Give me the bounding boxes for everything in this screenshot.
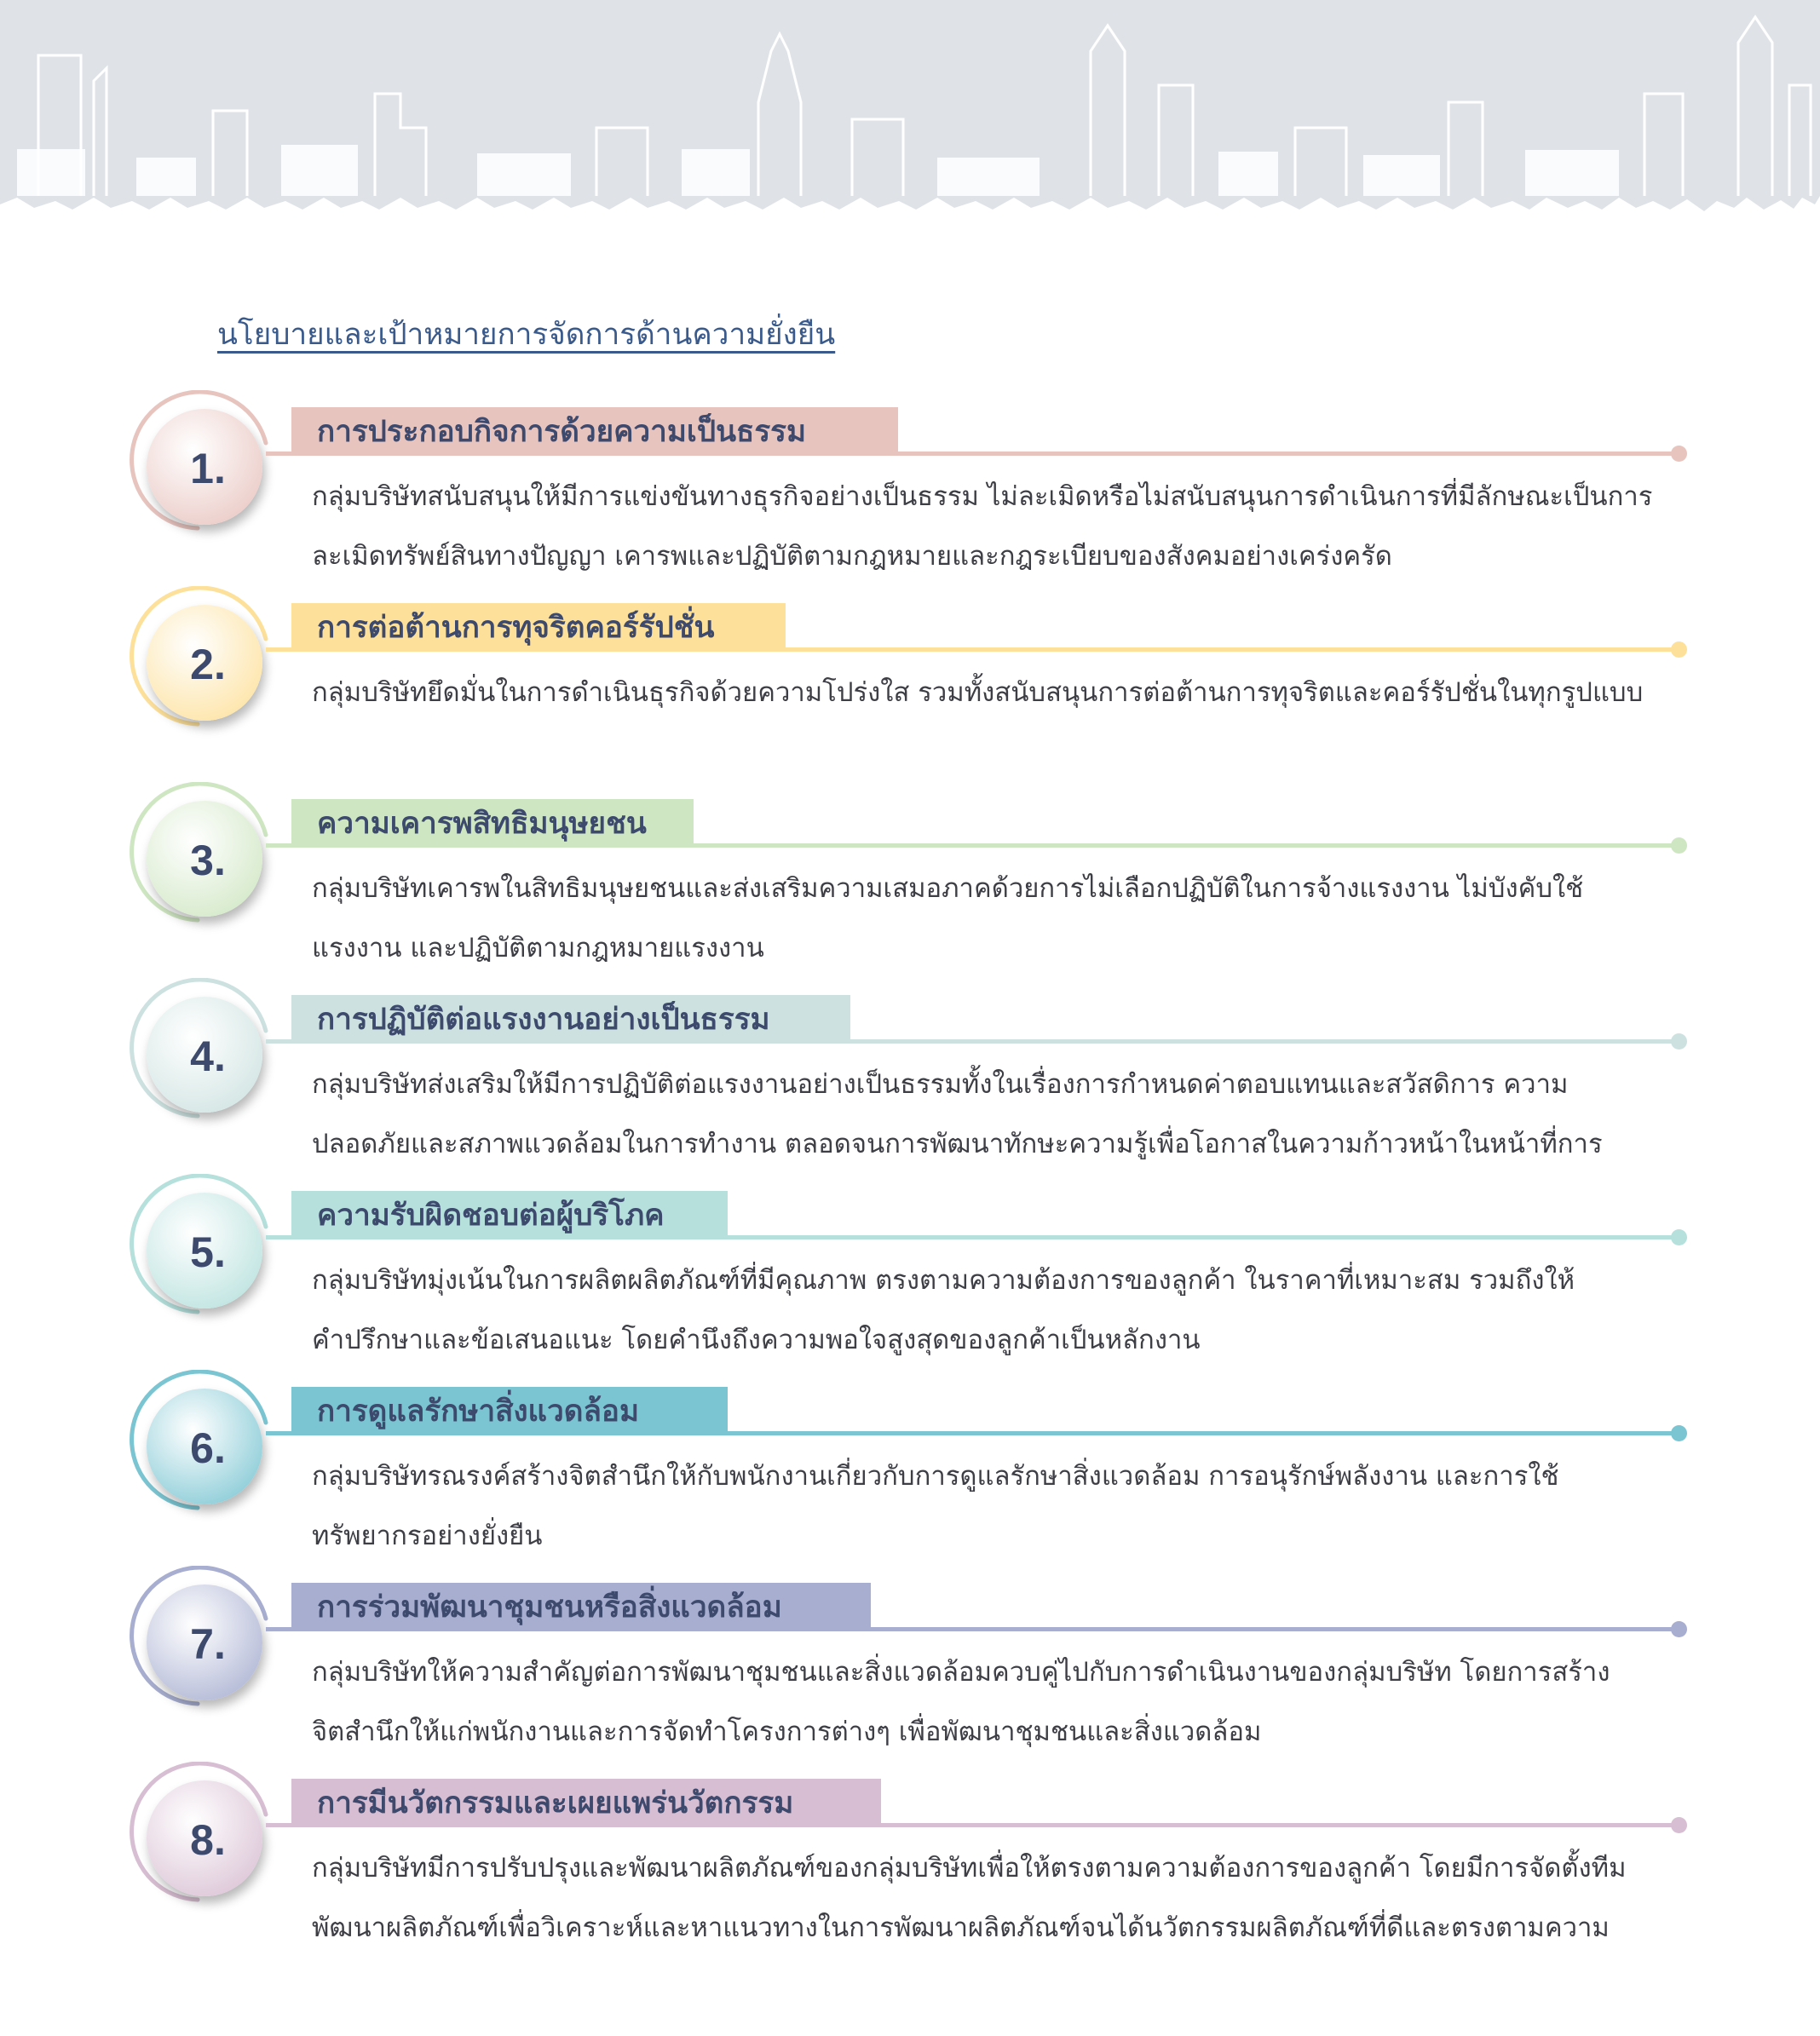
item-title: การประกอบกิจการด้วยความเป็นธรรม <box>317 414 807 449</box>
item-title-tab <box>291 995 850 1043</box>
item-title-tab <box>291 799 694 847</box>
description-line: คำปรึกษาและข้อเสนอแนะ โดยคำนึงถึงความพอใจสูงสุดของลูกค้าเป็นหลักงาน <box>312 1325 1201 1355</box>
description-line: พัฒนาผลิตภัณฑ์เพื่อวิเคราะห์และหาแนวทางในการพัฒนาผลิตภัณฑ์จนได้นวัตกรรมผลิตภัณฑ์ที่ดีและตรงตามความ <box>312 1912 1610 1943</box>
description-line: จิตสำนึกให้แก่พนักงานและการจัดทำโครงการต่างๆ เพื่อพัฒนาชุมชนและสิ่งแวดล้อม <box>312 1717 1262 1747</box>
item-description <box>312 859 1701 978</box>
item-description <box>312 1642 1701 1762</box>
item-number: 3. <box>190 837 226 884</box>
rule-end-dot <box>1671 641 1687 658</box>
number-badge <box>147 1780 262 1896</box>
item-title-tab <box>291 603 786 651</box>
item-number: 7. <box>190 1620 226 1668</box>
policy-item-8 <box>0 1762 1820 1958</box>
number-badge <box>147 605 262 721</box>
item-title-tab <box>291 1191 728 1239</box>
policy-item-2 <box>0 586 1820 782</box>
item-number: 5. <box>190 1228 226 1276</box>
description-line: ปลอดภัยและสภาพแวดล้อมในการทำงาน ตลอดจนการพัฒนาทักษะความรู้เพื่อโอกาสในความก้าวหน้าในหน้าที่การ <box>312 1129 1603 1159</box>
item-title: การปฏิบัติต่อแรงงานอย่างเป็นธรรม <box>317 1002 770 1037</box>
number-badge <box>147 1585 262 1700</box>
item-title-tab <box>291 407 898 455</box>
rule-end-dot <box>1671 1229 1687 1245</box>
rule-end-dot <box>1671 1425 1687 1441</box>
item-title: การดูแลรักษาสิ่งแวดล้อม <box>317 1394 640 1429</box>
rule-end-dot <box>1671 1817 1687 1833</box>
policy-item-1 <box>0 390 1820 586</box>
rule-end-dot <box>1671 1033 1687 1050</box>
policy-item-5 <box>0 1174 1820 1370</box>
item-title-tab <box>291 1387 728 1435</box>
item-title: การต่อต้านการทุจริตคอร์รัปชั่น <box>317 610 715 645</box>
item-description <box>312 663 1701 722</box>
item-number: 1. <box>190 445 226 492</box>
number-badge <box>147 997 262 1113</box>
rule-end-dot <box>1671 1621 1687 1637</box>
item-title: ความเคารพสิทธิมนุษยชน <box>317 806 647 841</box>
item-title-tab <box>291 1779 881 1826</box>
rule-end-dot <box>1671 446 1687 462</box>
description-line: กลุ่มบริษัทสนับสนุนให้มีการแข่งขันทางธุรกิจอย่างเป็นธรรม ไม่ละเมิดหรือไม่สนับสนุนการดำเนินการที่มีลักษณะเป็นการ <box>312 481 1653 512</box>
item-description <box>312 1055 1701 1174</box>
item-number: 6. <box>190 1424 226 1472</box>
description-line: กลุ่มบริษัทมุ่งเน้นในการผลิตผลิตภัณฑ์ที่มีคุณภาพ ตรงตามความต้องการของลูกค้า ในราคาที่เหมาะสม รวมถึงให้ <box>312 1265 1575 1296</box>
description-line: กลุ่มบริษัทมีการปรับปรุงและพัฒนาผลิตภัณฑ์ของกลุ่มบริษัทเพื่อให้ตรงตามความต้องการของลูกค้า โดยมีการจัดตั้งทีม <box>312 1853 1627 1884</box>
description-line: กลุ่มบริษัทรณรงค์สร้างจิตสำนึกให้กับพนักงานเกี่ยวกับการดูแลรักษาสิ่งแวดล้อม การอนุรักษ์พลังงาน และการใช้ <box>312 1461 1559 1492</box>
item-description <box>312 1251 1701 1370</box>
policy-item-4 <box>0 978 1820 1174</box>
item-description <box>312 1838 1701 1958</box>
city-skyline-banner <box>0 0 1820 213</box>
policy-item-6 <box>0 1370 1820 1566</box>
number-badge <box>147 801 262 917</box>
item-description <box>312 467 1701 586</box>
rule-end-dot <box>1671 837 1687 854</box>
description-line: กลุ่มบริษัทส่งเสริมให้มีการปฏิบัติต่อแรงงานอย่างเป็นธรรมทั้งในเรื่องการกำหนดค่าตอบแทนและสวัสดิการ ความ <box>312 1069 1569 1100</box>
description-line: ทรัพยากรอย่างยั่งยืน <box>312 1521 543 1551</box>
item-title: การมีนวัตกรรมและเผยแพร่นวัตกรรม <box>317 1786 794 1820</box>
number-badge <box>147 1389 262 1504</box>
description-line: ละเมิดทรัพย์สินทางปัญญา เคารพและปฏิบัติตามกฎหมายและกฎระเบียบของสังคมอย่างเคร่งครัด <box>312 541 1392 572</box>
number-badge <box>147 1193 262 1308</box>
description-line: กลุ่มบริษัทเคารพในสิทธิมนุษยชนและส่งเสริมความเสมอภาคด้วยการไม่เลือกปฏิบัติในการจ้างแรงงาน ไม่บังคับใช้ <box>312 873 1584 904</box>
page-heading: นโยบายและเป้าหมายการจัดการด้านความยั่งยืน <box>217 318 836 352</box>
description-line: กลุ่มบริษัทให้ความสำคัญต่อการพัฒนาชุมชนและสิ่งแวดล้อมควบคู่ไปกับการดำเนินงานของกลุ่มบริษัท โดยการสร้าง <box>312 1657 1610 1688</box>
item-number: 4. <box>190 1032 226 1080</box>
item-title-tab <box>291 1583 871 1631</box>
policy-item-3 <box>0 782 1820 978</box>
description-line: แรงงาน และปฏิบัติตามกฎหมายแรงงาน <box>312 933 764 963</box>
policy-item-7 <box>0 1566 1820 1762</box>
description-line: กลุ่มบริษัทยึดมั่นในการดำเนินธุรกิจด้วยความโปร่งใส รวมทั้งสนับสนุนการต่อต้านการทุจริตและคอร์รัปชั่นในทุกรูปแบบ <box>312 677 1644 708</box>
item-number: 2. <box>190 641 226 688</box>
item-number: 8. <box>190 1816 226 1864</box>
number-badge <box>147 409 262 525</box>
item-title: ความรับผิดชอบต่อผู้บริโภค <box>317 1198 665 1233</box>
item-title: การร่วมพัฒนาชุมชนหรือสิ่งแวดล้อม <box>317 1590 782 1625</box>
item-description <box>312 1446 1701 1566</box>
